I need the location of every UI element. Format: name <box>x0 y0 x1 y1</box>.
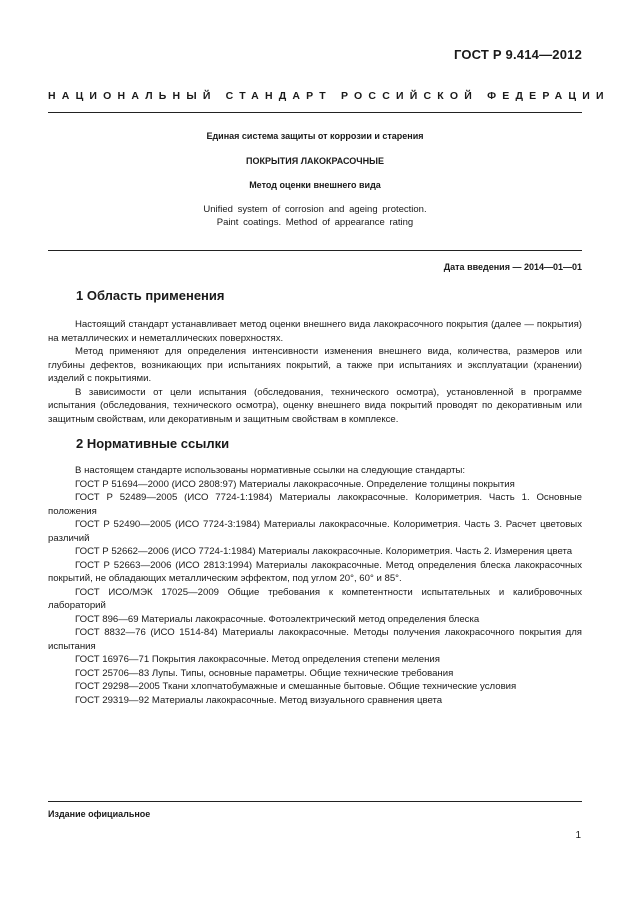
reference-item: ГОСТ 896—69 Материалы лакокрасочные. Фотоэлектрический метод определения блеска <box>75 613 480 625</box>
reference-item: ГОСТ 29298—2005 Ткани хлопчатобумажные и смешанные бытовые. Общие технические условия <box>75 681 517 692</box>
page-number: 1 <box>575 830 581 841</box>
paragraph: В зависимости от цели испытания (обследования, технического осмотра), установленной в программе испытания (обследования, технического осмотра), оценку внешнего вида покрытий проводят по декоративным или защитным свойствам, или декоративным и защитным свойствам в комплексе. <box>48 386 582 425</box>
english-title-line-2: Paint coatings. Method of appearance rating <box>216 217 414 228</box>
reference-item: ГОСТ Р 52489—2005 (ИСО 7724-1:1984) Материалы лакокрасочные. Колориметрия. Часть 1. Основные положения <box>48 492 582 517</box>
introduction-date: Дата введения — 2014—01—01 <box>443 262 582 272</box>
reference-item: ГОСТ 25706—83 Лупы. Типы, основные параметры. Общие технические требования <box>75 667 454 679</box>
standard-title: ПОКРЫТИЯ ЛАКОКРАСОЧНЫЕ <box>246 156 384 166</box>
english-title <box>48 203 582 229</box>
reference-item: ГОСТ ИСО/МЭК 17025—2009 Общие требования к компетентности испытательных и калибровочных лабораторий <box>48 586 582 611</box>
section-1-heading: 1 Область применения <box>76 288 225 303</box>
header-divider <box>48 112 582 113</box>
section-1-body <box>48 318 582 426</box>
reference-item: ГОСТ Р 52662—2006 (ИСО 7724-1:1984) Материалы лакокрасочные. Колориметрия. Часть 2. Измерения цвета <box>75 546 573 557</box>
paragraph: В настоящем стандарте использованы нормативные ссылки на следующие стандарты: <box>75 465 466 476</box>
reference-item: ГОСТ Р 51694—2000 (ИСО 2808:97) Материалы лакокрасочные. Определение толщины покрытия <box>75 478 515 490</box>
reference-item: ГОСТ 29319—92 Материалы лакокрасочные. Метод визуального сравнения цвета <box>75 694 443 706</box>
reference-item: ГОСТ Р 52663—2006 (ИСО 2813:1994) Материалы лакокрасочные. Метод определения блеска лакокрасочных покрытий, не обладающих металлическим эффектом, под углом 20°, 60° и 85°. <box>48 559 582 584</box>
national-standard-banner: НАЦИОНАЛЬНЫЙ СТАНДАРТ РОССИЙСКОЙ ФЕДЕРАЦИИ <box>48 90 610 102</box>
system-title: Единая система защиты от коррозии и старения <box>206 131 424 141</box>
footer-divider <box>48 801 582 802</box>
title-divider <box>48 250 582 251</box>
section-2-heading: 2 Нормативные ссылки <box>76 436 230 451</box>
reference-item: ГОСТ 16976—71 Покрытия лакокрасочные. Метод определения степени меления <box>75 654 440 665</box>
paragraph: Настоящий стандарт устанавливает метод оценки внешнего вида лакокрасочного покрытия (далее — покрытия) на металлических и неметаллических поверхностях. <box>48 319 582 344</box>
standard-subtitle: Метод оценки внешнего вида <box>249 180 381 190</box>
paragraph: Метод применяют для определения интенсивности изменения внешнего вида, количества, размеров или глубины дефектов, возникающих при испытаниях покрытий, а также при испытаниях и эксплуатации (хранении) изделий с покрытиями. <box>48 346 582 384</box>
reference-item: ГОСТ Р 52490—2005 (ИСО 7724-3:1984) Материалы лакокрасочные. Колориметрия. Часть 3. Расчет цветовых различий <box>48 519 582 544</box>
section-2-body <box>48 464 582 707</box>
document-code: ГОСТ Р 9.414—2012 <box>453 47 582 62</box>
official-edition-label: Издание официальное <box>48 809 151 819</box>
reference-item: ГОСТ 8832—76 (ИСО 1514-84) Материалы лакокрасочные. Методы получения лакокрасочного покрытия для испытания <box>48 627 582 652</box>
english-title-line-1: Unified system of corrosion and ageing protection. <box>203 204 427 215</box>
